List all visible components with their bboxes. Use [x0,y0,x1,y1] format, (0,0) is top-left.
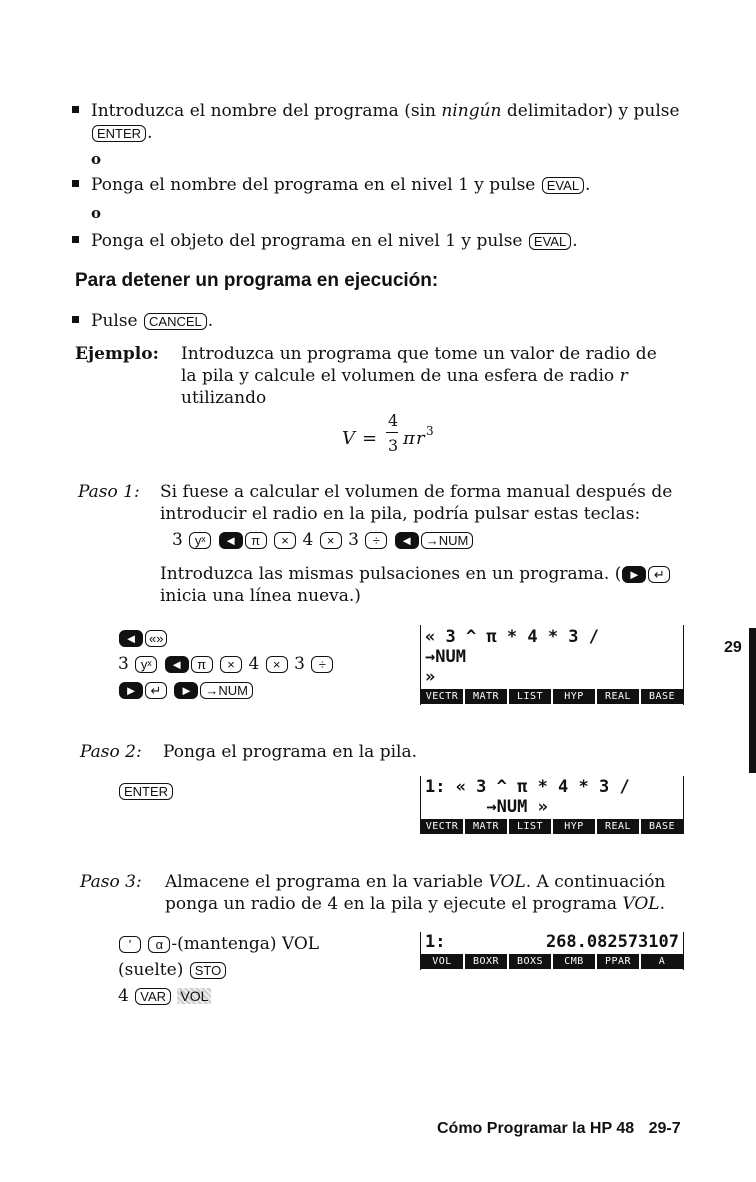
step1-text: Si fuese a calcular el volumen de forma manual después de introducir el radio en la pila, podría pulsar estas teclas: [160,482,673,524]
enter-key: ENTER [92,125,146,142]
multiply-key: × [266,656,288,673]
softkey-menu: VOL BOXR BOXS CMB PPAR A [421,954,683,969]
divide-key: ÷ [311,656,333,673]
program-keystrokes: ◄ «» 3 yˣ ◄ π × 4 × 3 ÷ ► ↵ ► →NUM [118,625,334,703]
chapter-number: 29 [724,639,742,656]
eval-key: EVAL [542,177,584,194]
var-key: VAR [135,988,171,1005]
sto-key: STO [190,962,227,979]
bullet-marker [72,236,79,243]
step2-label: Paso 2: [80,742,142,762]
right-shift-key: ► [174,682,198,699]
bullet-item: Introduzca el nombre del programa (sin ningún delimitador) y pulse [72,100,712,122]
quote-key: ' [119,936,141,953]
left-shift-key: ◄ [165,656,189,673]
left-shift-key: ◄ [119,630,143,647]
newline-key: ↵ [145,682,167,699]
softkey-menu: VECTR MATR LIST HYP REAL BASE [421,689,683,704]
example-text: Introduzca un programa que tome un valor de radio de la pila y calcule el volumen de una esfera de radio r utilizando [181,344,657,408]
newline-key: ↵ [648,566,670,583]
program-delimiter-key: «» [145,630,167,647]
calculator-display: 1: 268.082573107 VOL BOXR BOXS CMB PPAR A [420,932,684,970]
calculator-display: 1: « 3 ^ π * 4 * 3 / →NUM » VECTR MATR LIST HYP REAL BASE [420,776,684,834]
calculator-display: « 3 ^ π * 4 * 3 / →NUM » VECTR MATR LIST HYP REAL BASE [420,625,684,705]
left-shift-key: ◄ [395,532,419,549]
chapter-tab-bar [749,628,756,773]
vol-menu-key: VOL [177,988,211,1004]
softkey-menu: VECTR MATR LIST HYP REAL BASE [421,819,683,834]
step1-label: Paso 1: [78,482,140,502]
volume-formula: V = 4 3 π r 3 [342,411,434,455]
step3-keystrokes: ' α -(mantenga) VOL (suelte) STO 4 VAR VOL [118,934,320,1006]
or-label: o [91,204,102,222]
pi-key: π [245,532,267,549]
example-label: Ejemplo: [75,344,159,364]
multiply-key: × [220,656,242,673]
bullet-list-run [72,100,712,252]
bullet-item: Ponga el objeto del programa en el nivel 1 y pulse EVAL . [72,230,712,252]
footer [437,1120,681,1138]
cancel-bullet: Pulse CANCEL . [72,310,213,332]
footer-title: Cómo Programar la HP 48 [437,1120,635,1137]
bullet-marker [72,106,79,113]
divide-key: ÷ [365,532,387,549]
section-heading: Para detener un programa en ejecución: [75,270,439,291]
step1-keystrokes: 3 yˣ ◄ π × 4 × 3 ÷ ◄ →NUM [172,529,474,551]
or-label: o [91,150,102,168]
to-num-key: →NUM [200,682,253,699]
to-num-key: →NUM [421,532,474,549]
result-value: 268.082573107 [545,932,679,952]
fraction-bar [386,432,398,433]
y-power-x-key: yˣ [135,656,157,673]
bullet-marker [72,316,79,323]
alpha-key: α [148,936,170,953]
right-shift-key: ► [622,566,646,583]
cancel-key: CANCEL [144,313,207,330]
right-shift-key: ► [119,682,143,699]
step1-text-2: Introduzca las mismas pulsaciones en un programa. ( ► ↵ inicia una línea nueva.) [160,563,720,607]
step2-keystroke [118,781,174,800]
bullet-item: Ponga el nombre del programa en el nivel 1 y pulse EVAL . [72,174,712,196]
bullet-marker [72,180,79,187]
multiply-key: × [320,532,342,549]
bullet-item-cont: ENTER . [72,122,712,144]
eval-key: EVAL [529,233,571,250]
enter-key: ENTER [119,783,173,800]
step3-label: Paso 3: [80,872,142,892]
step2-text: Ponga el programa en la pila. [163,742,417,762]
step3-text: Almacene el programa en la variable VOL. A continuación ponga un radio de 4 en la pila y ejecute el programa VOL. [165,872,666,914]
y-power-x-key: yˣ [189,532,211,549]
multiply-key: × [274,532,296,549]
left-shift-key: ◄ [219,532,243,549]
pi-key: π [191,656,213,673]
page-number: 29-7 [648,1120,681,1137]
